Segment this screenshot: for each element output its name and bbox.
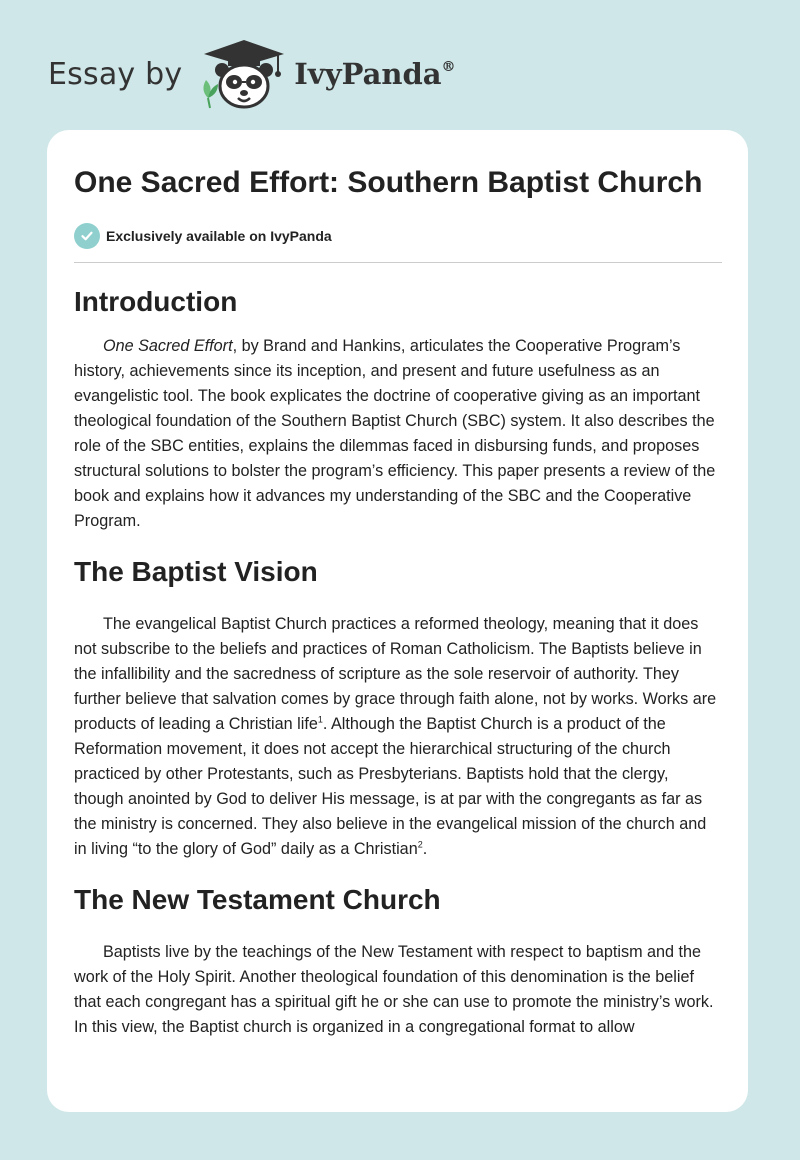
section-heading-new-testament-church: The New Testament Church [74,884,441,915]
brand-name[interactable]: IvyPanda® [294,57,456,91]
footnote-1[interactable]: 1 [317,714,323,725]
exclusive-badge [74,222,722,250]
essay-card [47,130,748,1112]
essay-title: One Sacred Effort: Southern Baptist Church [74,166,703,199]
section-heading-introduction: Introduction [74,286,238,317]
site-header [48,36,456,112]
panda-graduate-icon[interactable] [198,36,290,112]
check-icon [74,223,100,249]
paragraph-introduction: One Sacred Effort, by Brand and Hankins, articulates the Cooperative Program’s history, achievements since its inception, and present and future usefulness as an evangelistic tool. The book explicates the doctrine of cooperative giving as an important theological foundation of the Southern Baptist Church (SBC) system. It also describes the role of the SBC entities, explains the dilemmas faced in disbursing funds, and proposes structural solutions to bolster the program’s efficiency. This paper presents a review of the book and explains how it advances my understanding of the SBC and the Cooperative Program. [74,337,716,530]
exclusive-label: Exclusively available on IvyPanda [106,228,332,244]
paragraph-new-testament-church: Baptists live by the teachings of the New Testament with respect to baptism and the work of the Holy Spirit. Another theological foundation of this denomination is the belief that each congregant has a spiritual gift he or she can use to promote the ministry’s work. In this view, the Baptist church is organized in a congregational format to allow [74,943,714,1036]
book-title: One Sacred Effort [103,337,233,355]
section-heading-baptist-vision: The Baptist Vision [74,556,318,587]
footnote-2[interactable]: 2 [417,839,423,850]
registered-mark: ® [441,59,456,75]
essay-by-label: Essay by [48,56,183,92]
paragraph-baptist-vision: The evangelical Baptist Church practices a reformed theology, meaning that it does not subscribe to the beliefs and practices of Roman Catholicism. The Baptists believe in the infallibility and the sacredness of scripture as the sole reservoir of authority. They further believe that salvation comes by grace through faith alone, not by works. Works are products of leading a Christian life$^1$. Although the Baptist Church is a product of the Reformation movement, it does not accept the hierarchical structuring of the church practiced by other Protestants, such as Presbyterians. Baptists hold that the clergy, though anointed by God to deliver His message, is at par with the congregants as far as the ministry is concerned. They also believe in the evangelical mission of the church and in living “to the glory of God” daily as a Christian$^2$. [74,615,717,858]
title-divider [74,262,722,263]
